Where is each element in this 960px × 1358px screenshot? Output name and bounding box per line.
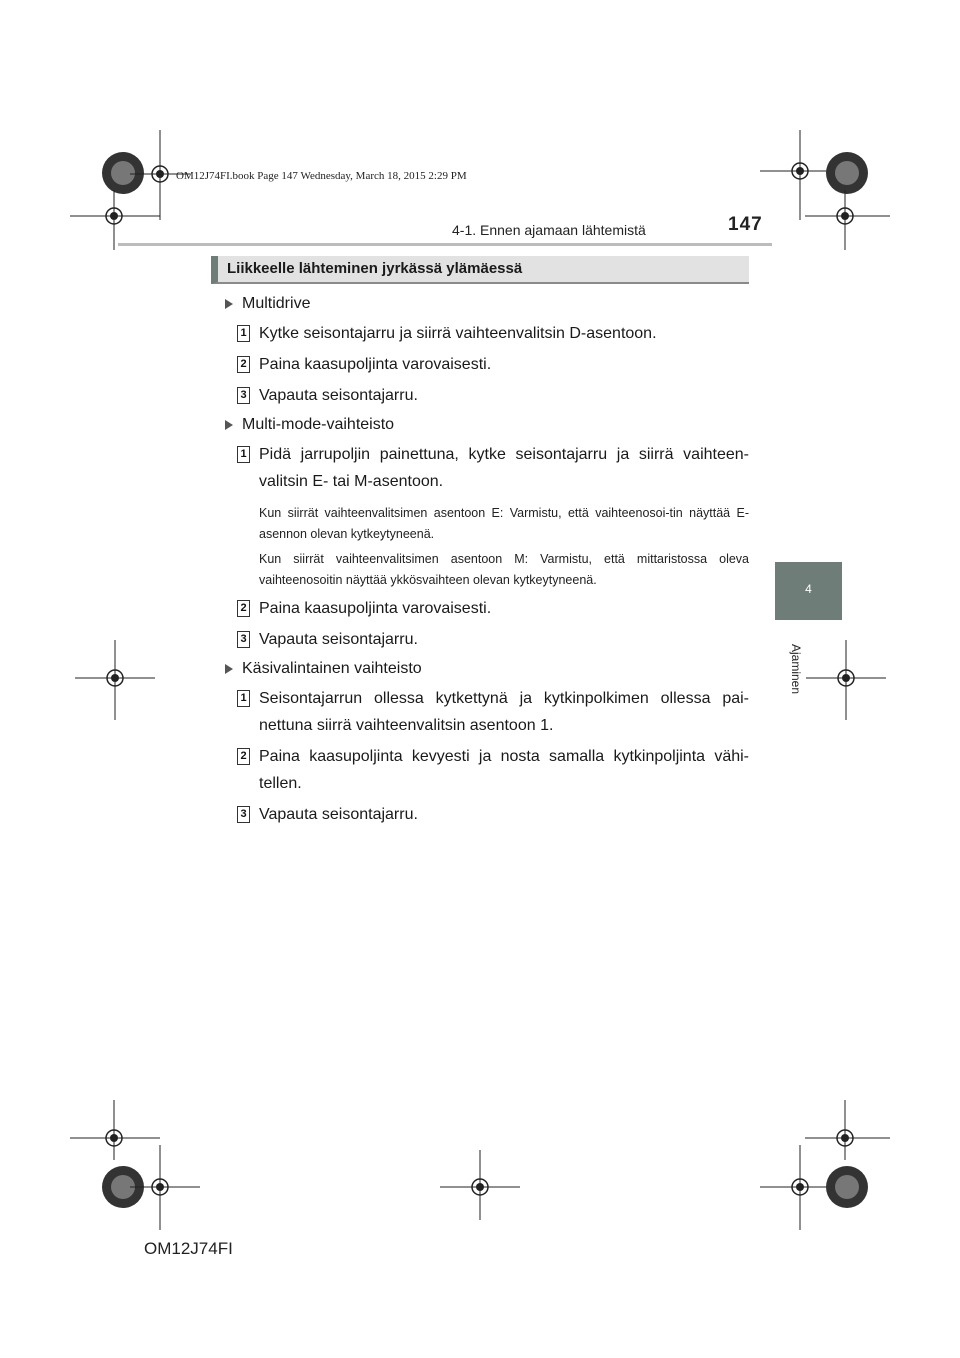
page-number: 147 [728,214,763,235]
step-number-badge: 3 [237,806,250,823]
step-number-badge: 3 [237,631,250,648]
step-number-badge: 1 [237,325,250,342]
crosshair-mark-bottom-left [130,1145,200,1230]
step-text: Paina kaasupoljinta kevyesti ja nosta samalla kytkinpoljinta vähi-tellen. [259,748,749,792]
group-title-multi-mode: Multi-mode-vaihteisto [224,413,749,437]
step-number-badge: 1 [237,446,250,463]
triangle-bullet-icon [225,664,233,674]
crosshair-mark-mid-right [806,640,886,720]
crosshair-mark-mid-left [75,640,155,720]
step-item [224,441,749,495]
print-info: OM12J74FI.book Page 147 Wednesday, March 18, 2015 2:29 PM [176,170,467,182]
section-heading [211,256,749,284]
step-item [224,743,749,797]
step-text: Paina kaasupoljinta varovaisesti. [259,600,492,617]
step-text: Pidä jarrupoljin painettuna, kytke seisontajarru ja siirrä vaihteen-valitsin E- tai M-asentoon. [259,446,749,490]
crosshair-mark-top-right-lower [805,190,890,250]
triangle-bullet-icon [225,299,233,309]
chapter-side-label-text: Ajaminen [789,643,803,695]
step-number-badge: 1 [237,690,250,707]
triangle-bullet-icon [225,420,233,430]
step-number-badge: 2 [237,600,250,617]
group-title-manual: Käsivalintainen vaihteisto [224,657,749,681]
crosshair-mark-top-left-lower [70,190,160,250]
crosshair-mark-bottom-center [440,1150,520,1220]
crosshair-mark-bottom-right-upper [805,1100,890,1160]
step-item [224,685,749,739]
step-text: Vapauta seisontajarru. [259,387,418,404]
header-rule [118,243,772,246]
step-item [224,595,749,622]
step-number-badge: 2 [237,748,250,765]
note-text: Kun siirrät vaihteenvalitsimen asentoon E: Varmistu, että vaihteenosoi-tin näyttää E-asennon olevan kytkeytyneenä. [259,506,749,541]
step-item [224,626,749,653]
step-text: Kytke seisontajarru ja siirrä vaihteenvalitsin D-asentoon. [259,325,657,342]
step-number-badge: 3 [237,387,250,404]
step-text: Paina kaasupoljinta varovaisesti. [259,356,492,373]
note-text: Kun siirrät vaihteenvalitsimen asentoon M: Varmistu, että mittaristossa oleva vaihteenosoitin näyttää ykkösvaihteen olevan kytkeytyneenä. [259,552,749,587]
step-text: Vapauta seisontajarru. [259,806,418,823]
chapter-side-label [784,632,804,712]
step-text: Seisontajarrun ollessa kytkettynä ja kytkinpolkimen ollessa pai-nettuna siirrä vaihteenvalitsin asentoon 1. [259,690,749,734]
section-content [224,288,749,828]
section-heading-text: Liikkeelle lähteminen jyrkässä ylämäessä [227,260,523,277]
manual-code: OM12J74FI [144,1239,233,1258]
step-number-badge: 2 [237,356,250,373]
step-item [224,382,749,409]
step-text: Vapauta seisontajarru. [259,631,418,648]
chapter-number: 4 [805,582,812,596]
group-title-multidrive: Multidrive [224,292,749,316]
chapter-side-tab [775,562,842,620]
step-item [224,801,749,828]
registration-mark-bottom-right-outer [824,1164,870,1210]
step-item [224,320,749,347]
step-item [224,351,749,378]
chapter-title: 4-1. Ennen ajamaan lähtemistä [452,222,646,238]
